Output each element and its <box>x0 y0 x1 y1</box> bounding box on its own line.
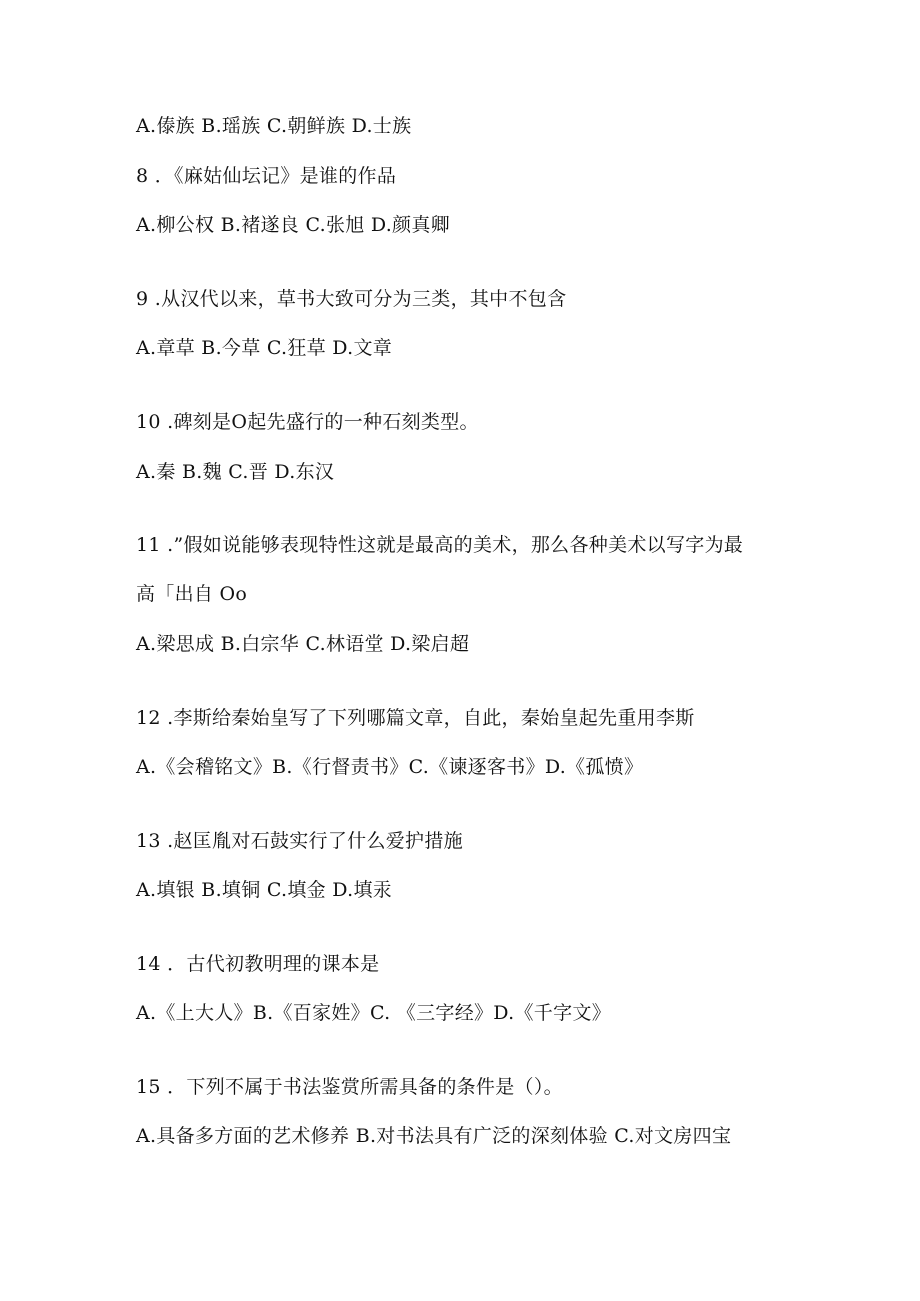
q15-question: 15 ．下列不属于书法鉴赏所需具备的条件是（）。 <box>136 1076 563 1098</box>
q9-question: 9 .从汉代以来，草书大致可分为三类，其中不包含 <box>136 288 567 310</box>
q12-question: 12 .李斯给秦始皇写了下列哪篇文章，自此，秦始皇起先重用李斯 <box>136 707 695 729</box>
q7-options: A.傣族 B.瑶族 C.朝鲜族 D.士族 <box>136 115 412 137</box>
q14-options: A.《上大人》B.《百家姓》C. 《三字经》D.《千字文》 <box>136 1002 611 1024</box>
q10-options: A.秦 B.魏 C.晋 D.东汉 <box>136 461 335 483</box>
q11-options: A.梁思成 B.白宗华 C.林语堂 D.梁启超 <box>136 633 470 655</box>
q11-question-line1: 11 .”假如说能够表现特性这就是最高的美术，那么各种美术以写字为最 <box>136 534 744 556</box>
q10-question: 10 .碑刻是O起先盛行的一种石刻类型。 <box>136 411 479 433</box>
q13-question: 13 .赵匡胤对石鼓实行了什么爱护措施 <box>136 830 463 852</box>
q13-options: A.填银 B.填铜 C.填金 D.填汞 <box>136 879 393 901</box>
q15-options: A.具备多方面的艺术修养 B.对书法具有广泛的深刻体验 C.对文房四宝 <box>136 1125 732 1147</box>
q11-question-line2: 高「出自 Oo <box>136 583 248 605</box>
q8-question: 8 ．《麻姑仙坛记》是谁的作品 <box>136 165 397 187</box>
q8-options: A.柳公权 B.褚遂良 C.张旭 D.颜真卿 <box>136 214 450 236</box>
q12-options: A.《会稽铭文》B.《行督责书》C.《谏逐客书》D.《孤愤》 <box>136 756 644 778</box>
q9-options: A.章草 B.今草 C.狂草 D.文章 <box>136 337 393 359</box>
q14-question: 14 ．古代初教明理的课本是 <box>136 953 380 975</box>
